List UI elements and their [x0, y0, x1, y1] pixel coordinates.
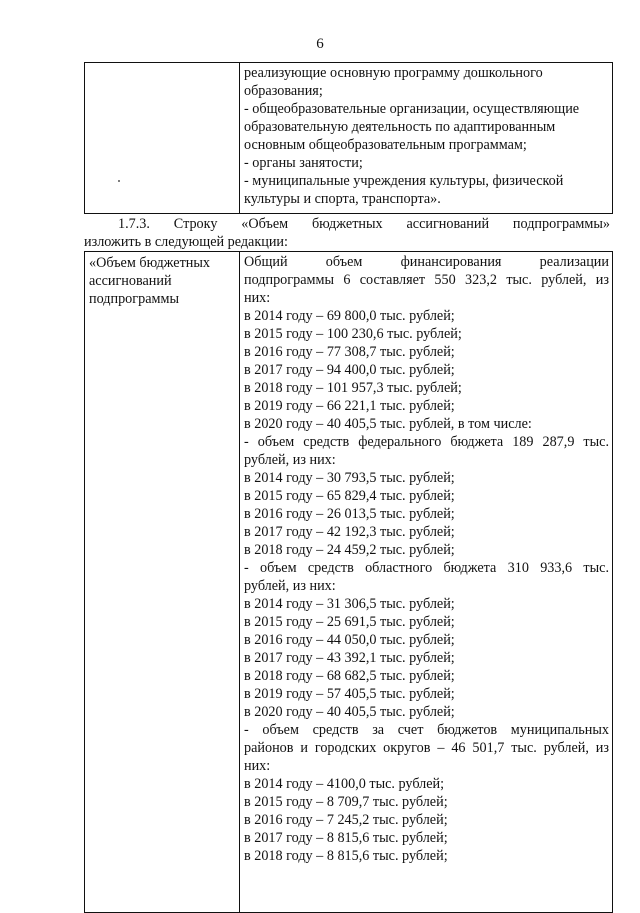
budget-line: в 2018 году – 24 459,2 тыс. рублей;: [244, 542, 455, 558]
budget-line: в 2017 году – 8 815,6 тыс. рублей;: [244, 830, 448, 846]
budget-line: районов и городских округов – 46 501,7 тыс. рублей, из: [244, 740, 609, 756]
top-table-line: - общеобразовательные организации, осуществляющие: [244, 101, 580, 117]
budget-line: в 2020 году – 40 405,5 тыс. рублей, в том числе:: [244, 416, 532, 432]
budget-line: в 2017 году – 94 400,0 тыс. рублей;: [244, 362, 455, 378]
paragraph-line-2: изложить в следующей редакции:: [84, 234, 288, 250]
budget-line: в 2020 году – 40 405,5 тыс. рублей;: [244, 704, 455, 720]
budget-line: в 2016 году – 7 245,2 тыс. рублей;: [244, 812, 448, 828]
budget-table-value-cell: [240, 252, 613, 913]
budget-line: них:: [244, 758, 271, 774]
top-table-right-cell: [240, 63, 613, 214]
paragraph-line-1: 1.7.3. Строку «Объем бюджетных ассигнований подпрограммы»: [118, 216, 610, 232]
budget-label-text: [85, 252, 239, 308]
budget-line: в 2016 году – 77 308,7 тыс. рублей;: [244, 344, 455, 360]
budget-line: в 2014 году – 4100,0 тыс. рублей;: [244, 776, 445, 792]
top-table: [84, 62, 613, 214]
budget-label-line: «Объем бюджетных: [89, 255, 211, 271]
budget-label-line: подпрограммы: [89, 291, 179, 307]
budget-line: в 2015 году – 100 230,6 тыс. рублей;: [244, 326, 462, 342]
budget-line: в 2014 году – 31 306,5 тыс. рублей;: [244, 596, 455, 612]
budget-line: - объем средств федерального бюджета 189 287,9 тыс.: [244, 434, 609, 450]
budget-line: в 2017 году – 43 392,1 тыс. рублей;: [244, 650, 455, 666]
top-table-line: образования;: [244, 83, 323, 99]
top-table-line: культуры и спорта, транспорта».: [244, 191, 441, 207]
top-table-line: образовательную деятельность по адаптированным: [244, 119, 556, 135]
budget-table-label-cell: [85, 252, 240, 913]
budget-line: - объем средств за счет бюджетов муниципальных: [244, 722, 609, 738]
page-number: 6: [316, 36, 324, 52]
budget-line: в 2015 году – 8 709,7 тыс. рублей;: [244, 794, 448, 810]
top-table-left-cell: [85, 63, 240, 214]
budget-table-row: [85, 252, 613, 913]
budget-line: Общий объем финансирования реализации: [244, 254, 609, 270]
budget-line: рублей, из них:: [244, 578, 336, 594]
top-table-line: основным общеобразовательным программам;: [244, 137, 527, 153]
budget-line: - объем средств областного бюджета 310 933,6 тыс.: [244, 560, 609, 576]
budget-line: в 2019 году – 57 405,5 тыс. рублей;: [244, 686, 455, 702]
budget-line: в 2014 году – 69 800,0 тыс. рублей;: [244, 308, 455, 324]
budget-value-text: [240, 252, 612, 865]
scan-dot-mark: [118, 180, 120, 182]
top-table-line: - муниципальные учреждения культуры, физической: [244, 173, 564, 189]
budget-line: в 2018 году – 101 957,3 тыс. рублей;: [244, 380, 462, 396]
budget-line: в 2015 году – 65 829,4 тыс. рублей;: [244, 488, 455, 504]
budget-line: в 2018 году – 68 682,5 тыс. рублей;: [244, 668, 455, 684]
amendment-paragraph: [84, 215, 610, 251]
budget-line: рублей, из них:: [244, 452, 336, 468]
budget-line: в 2014 году – 30 793,5 тыс. рублей;: [244, 470, 455, 486]
budget-line: в 2018 году – 8 815,6 тыс. рублей;: [244, 848, 448, 864]
budget-line: в 2017 году – 42 192,3 тыс. рублей;: [244, 524, 455, 540]
top-table-right-text: [240, 63, 612, 208]
budget-line: них:: [244, 290, 271, 306]
top-table-row: [85, 63, 613, 214]
budget-line: в 2019 году – 66 221,1 тыс. рублей;: [244, 398, 455, 414]
budget-line: в 2015 году – 25 691,5 тыс. рублей;: [244, 614, 455, 630]
budget-line: подпрограммы 6 составляет 550 323,2 тыс. рублей, из: [244, 272, 609, 288]
top-table-line: реализующие основную программу дошкольного: [244, 65, 543, 81]
top-table-line: - органы занятости;: [244, 155, 363, 171]
budget-line: в 2016 году – 26 013,5 тыс. рублей;: [244, 506, 455, 522]
budget-label-line: ассигнований: [89, 273, 172, 289]
budget-line: в 2016 году – 44 050,0 тыс. рублей;: [244, 632, 455, 648]
budget-table: [84, 251, 613, 913]
